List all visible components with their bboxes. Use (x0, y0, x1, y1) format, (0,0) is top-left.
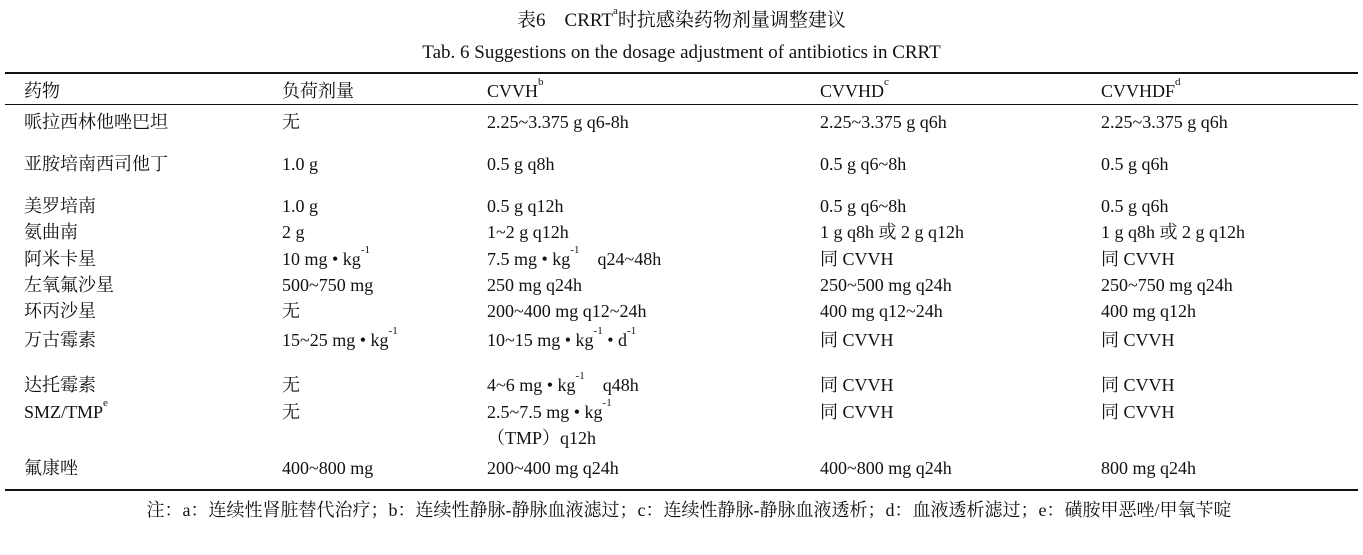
cvvhd-dose: 1 g q8h 或 2 g q12h (820, 222, 964, 242)
drug-name: 氨曲南 (24, 222, 78, 242)
cvvhdf-dose: 0.5 g q6h (1101, 196, 1169, 216)
drug-name: 阿米卡星 (24, 249, 96, 269)
cvvh-dose: 200~400 mg q12~24h (487, 301, 647, 321)
cvvhdf-dose: 800 mg q24h (1101, 458, 1197, 478)
table-footnote: 注：a：连续性肾脏替代治疗；b：连续性静脉-静脉血液滤过；c：连续性静脉-静脉血液透析；d：血液透析滤过；e：磺胺甲恶唑/甲氧苄啶 (146, 500, 1232, 520)
cvvh-dose: 0.5 g q12h (487, 196, 564, 216)
drug-name: 达托霉素 (24, 375, 96, 395)
cvvh-dose: 10~15 mg • $kg^{-1}$ • $d^{-1}$ (487, 325, 637, 350)
cvvhdf-dose: 同 CVVH (1101, 375, 1175, 395)
loading-dose: 500~750 mg (282, 275, 374, 295)
header-loading-dose: 负荷剂量 (282, 81, 354, 101)
cvvh-dose: 4~6 mg • $kg^{-1}$ q48h (487, 370, 639, 395)
cvvh-dose: 7.5 mg • $kg^{-1}$ q24~48h (487, 244, 662, 269)
cvvh-dose: 0.5 g q8h (487, 154, 555, 174)
cvvh-dose: 1~2 g q12h (487, 222, 569, 242)
table-title-en: Tab. 6 Suggestions on the dosage adjustment of antibiotics in CRRT (422, 42, 941, 63)
table-bottom-rule (5, 489, 1358, 491)
cvvhdf-dose: 0.5 g q6h (1101, 154, 1169, 174)
cvvhdf-dose: 同 CVVH (1101, 330, 1175, 350)
table-title-zh: 表6 CRRT$^a$时抗感染药物剂量调整建议 (517, 5, 846, 31)
loading-dose: 1.0 g (282, 196, 318, 216)
cvvhdf-dose: 同 CVVH (1101, 402, 1175, 422)
cvvhdf-dose: 2.25~3.375 g q6h (1101, 112, 1228, 132)
drug-name: 美罗培南 (24, 196, 96, 216)
table-header-rule (5, 104, 1358, 105)
header-cvvh: CVVH$^b$ (487, 76, 544, 101)
cvvh-dose: 250 mg q24h (487, 275, 583, 295)
loading-dose: 10 mg • $kg^{-1}$ (282, 244, 370, 269)
header-cvvhdf: CVVHDF$^d$ (1101, 76, 1181, 101)
cvvh-dose: 2.5~7.5 mg • $kg^{-1}$ (487, 397, 612, 422)
loading-dose: 无 (282, 375, 300, 395)
loading-dose: 无 (282, 112, 300, 132)
cvvhdf-dose: 1 g q8h 或 2 g q12h (1101, 222, 1245, 242)
header-cvvhd: CVVHD$^c$ (820, 76, 889, 101)
drug-name: SMZ/TMP$^e$ (24, 397, 108, 422)
cvvh-dose: 2.25~3.375 g q6-8h (487, 112, 629, 132)
loading-dose: 15~25 mg • $kg^{-1}$ (282, 325, 398, 350)
cvvhd-dose: 400 mg q12~24h (820, 301, 943, 321)
cvvhdf-dose: 同 CVVH (1101, 249, 1175, 269)
cvvhdf-dose: 400 mg q12h (1101, 301, 1197, 321)
table-top-rule (5, 72, 1358, 74)
cvvhd-dose: 同 CVVH (820, 330, 894, 350)
cvvhd-dose: 2.25~3.375 g q6h (820, 112, 947, 132)
cvvhdf-dose: 250~750 mg q24h (1101, 275, 1233, 295)
drug-name: 左氧氟沙星 (24, 275, 114, 295)
cvvhd-dose: 0.5 g q6~8h (820, 154, 907, 174)
cvvhd-dose: 同 CVVH (820, 402, 894, 422)
cvvh-dose: 200~400 mg q24h (487, 458, 619, 478)
cvvhd-dose: 同 CVVH (820, 375, 894, 395)
loading-dose: 2 g (282, 222, 305, 242)
loading-dose: 1.0 g (282, 154, 318, 174)
loading-dose: 400~800 mg (282, 458, 374, 478)
cvvhd-dose: 400~800 mg q24h (820, 458, 952, 478)
cvvhd-dose: 0.5 g q6~8h (820, 196, 907, 216)
cvvhd-dose: 250~500 mg q24h (820, 275, 952, 295)
drug-name: 万古霉素 (24, 330, 96, 350)
cvvh-dose-line2: （TMP）q12h (487, 428, 597, 448)
cvvhd-dose: 同 CVVH (820, 249, 894, 269)
drug-name: 哌拉西林他唑巴坦 (24, 112, 168, 132)
drug-name: 亚胺培南西司他丁 (24, 154, 168, 174)
header-drug: 药物 (24, 81, 60, 101)
drug-name: 环丙沙星 (24, 301, 96, 321)
drug-name: 氟康唑 (24, 458, 78, 478)
loading-dose: 无 (282, 402, 300, 422)
loading-dose: 无 (282, 301, 300, 321)
